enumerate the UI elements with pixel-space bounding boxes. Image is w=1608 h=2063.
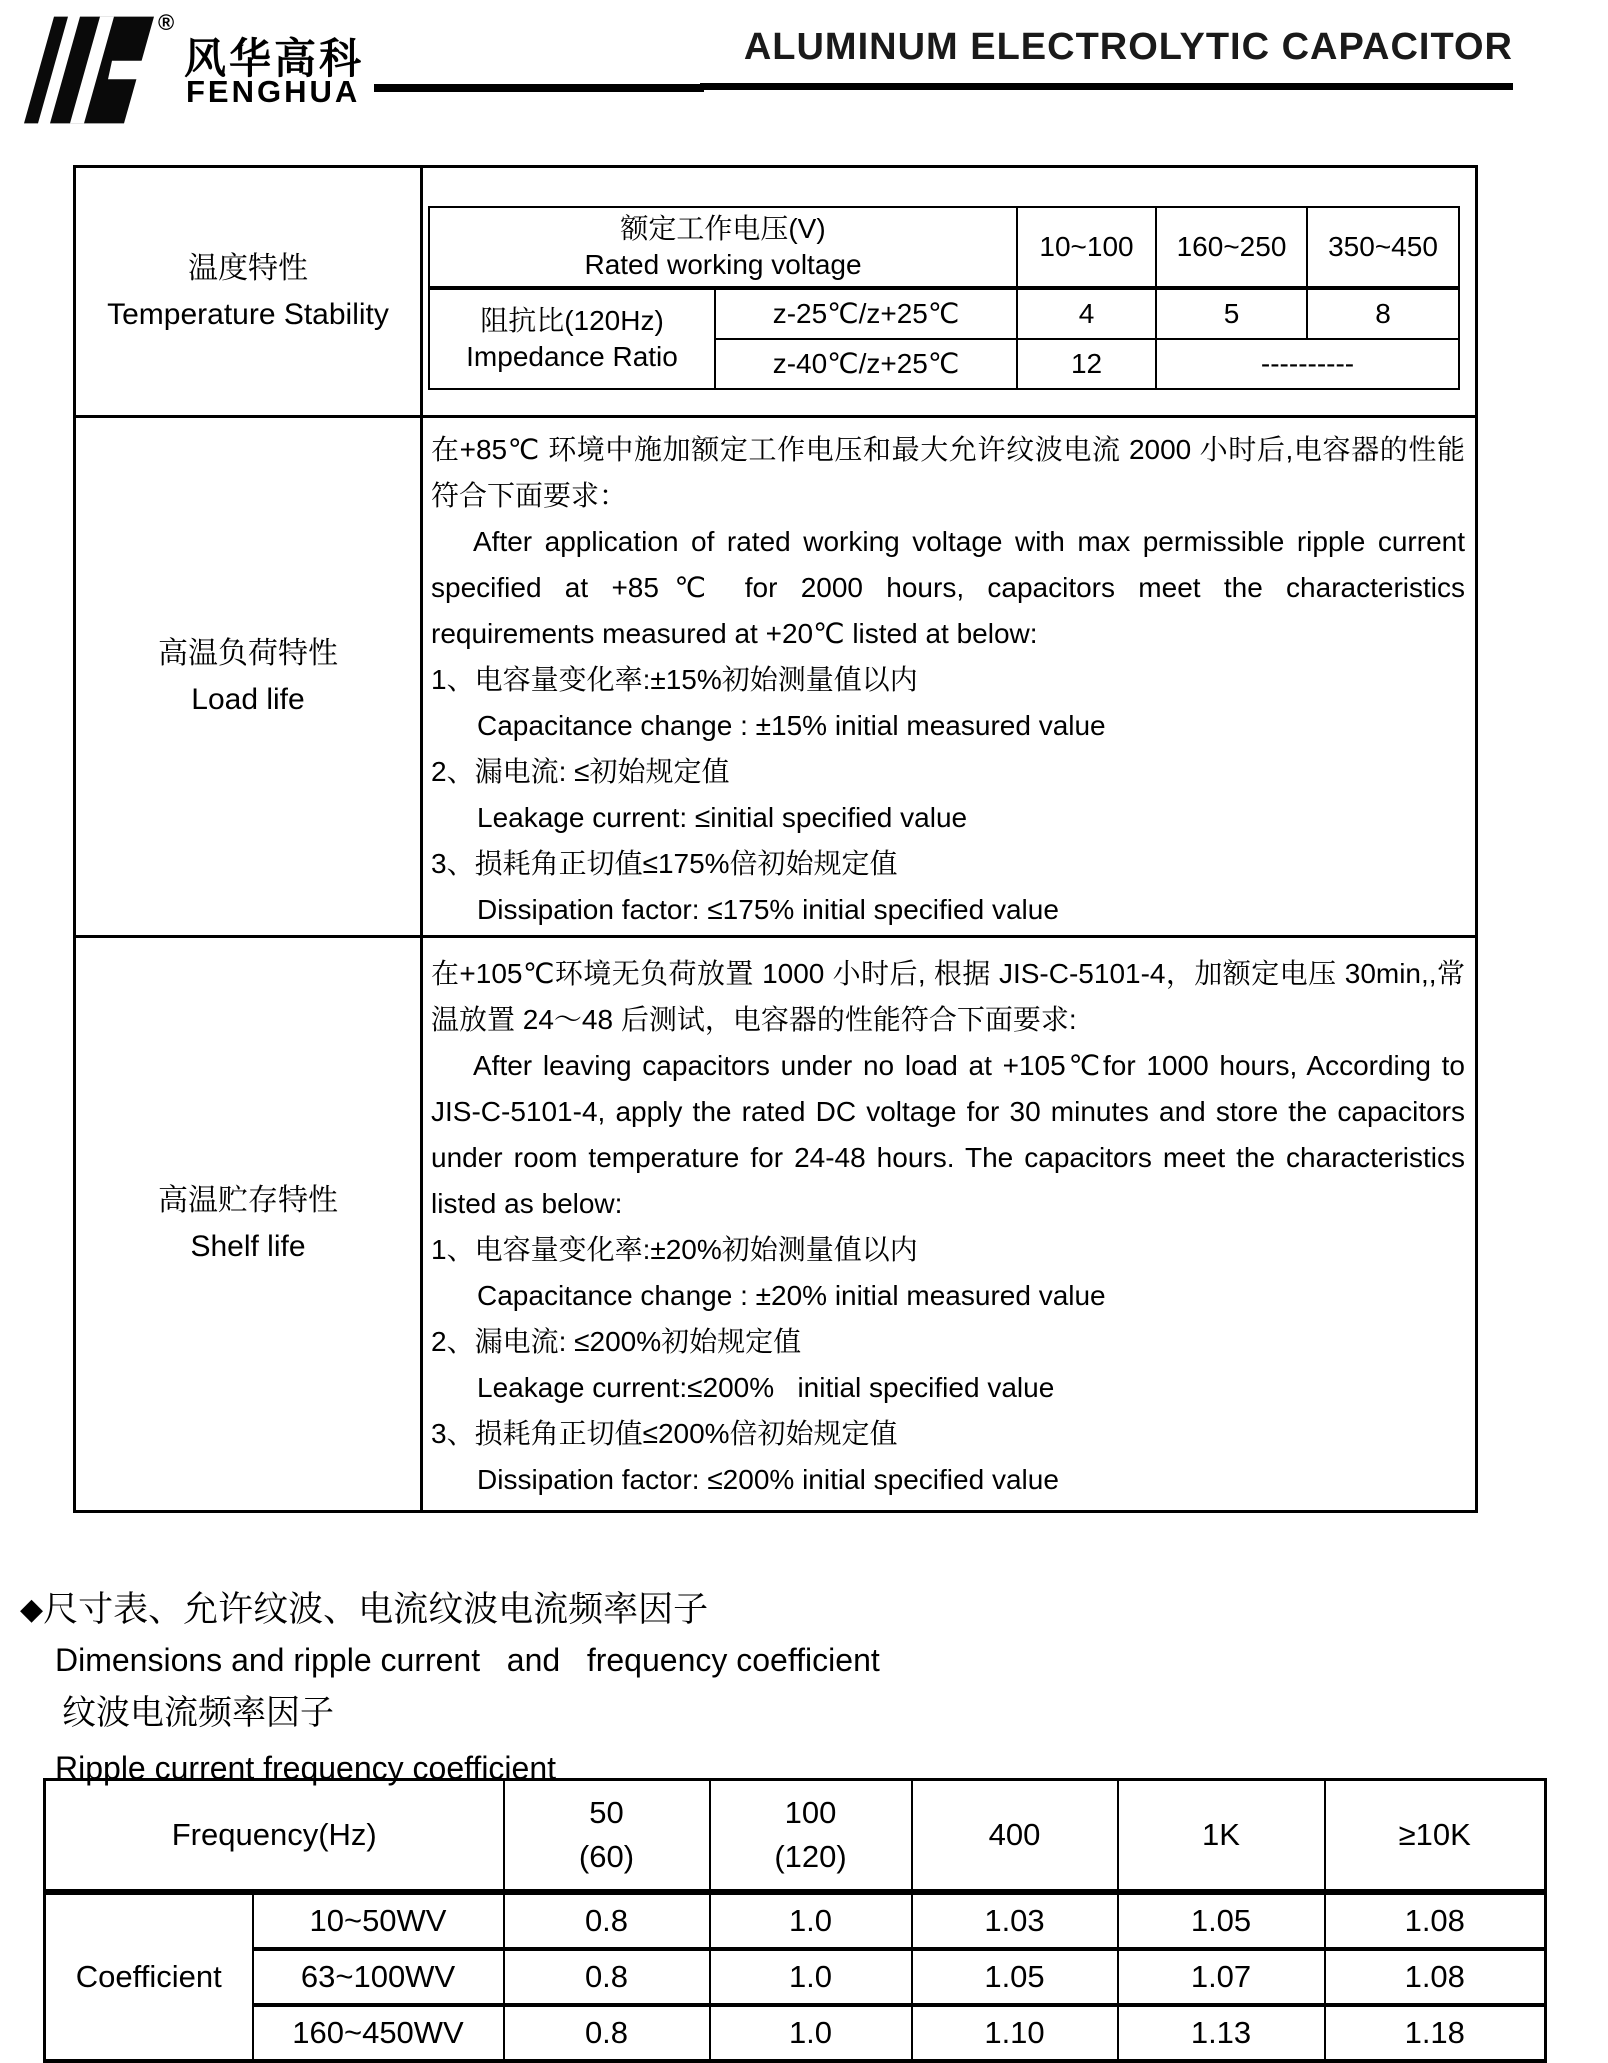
- coefficient-value-cell: 1.10: [912, 2005, 1118, 2061]
- frequency-header-cell: Frequency(Hz): [45, 1780, 504, 1893]
- impedance-ratio-table: [428, 206, 1460, 390]
- list-item-cn: 1、电容量变化率:±20%初始测量值以内: [431, 1234, 918, 1265]
- freq-col-line1: 50: [589, 1795, 624, 1830]
- table-row: [429, 288, 1459, 339]
- row-label-en: Shelf life: [190, 1230, 306, 1263]
- coefficient-value-cell: 0.8: [504, 1949, 710, 2005]
- table-row: [45, 1949, 1546, 2005]
- coefficient-value-cell: 1.07: [1118, 1949, 1325, 2005]
- table-row: [429, 207, 1459, 288]
- voltage-header-en: Rated working voltage: [584, 248, 862, 280]
- row-content-cell: [422, 417, 1477, 937]
- dimensions-section-heading: [20, 1586, 880, 1796]
- row-content-cell: [422, 937, 1477, 1512]
- value-cell: 5: [1156, 288, 1307, 339]
- logo-text-en: FENGHUA: [186, 74, 361, 109]
- impedance-dash-cell: ----------: [1156, 339, 1459, 389]
- diamond-bullet-icon: ◆: [20, 1593, 44, 1626]
- frequency-col-cell: [710, 1780, 912, 1893]
- impedance-label-en: Impedance Ratio: [466, 340, 678, 372]
- load-life-paragraph-en: After application of rated working voltage with max permissible ripple current specified at +85℃ for 2000 hours, capacitors meet the characteristics requirements measured at +20℃ listed at below:: [431, 525, 1465, 649]
- wv-range-cell: 10~50WV: [253, 1892, 504, 1949]
- frequency-col-cell: [1325, 1780, 1546, 1893]
- value-cell: 12: [1017, 339, 1156, 389]
- page-title: ALUMINUM ELECTROLYTIC CAPACITOR: [743, 26, 1513, 68]
- coefficient-label-cell: Coefficient: [45, 1892, 253, 2061]
- table-row: [75, 417, 1477, 937]
- shelf-life-paragraph-en: After leaving capacitors under no load at +105℃for 1000 hours, According to JIS-C-5101-4, apply the rated DC voltage for 30 minutes and store the capacitors under room temperature for 24-48 hours. The capacitors meet the characteristics listed as below:: [431, 1050, 1465, 1219]
- coefficient-value-cell: 1.0: [710, 1892, 912, 1949]
- freq-col-line1: ≥10K: [1398, 1817, 1471, 1852]
- frequency-col-cell: [504, 1780, 710, 1893]
- list-item-cn: 1、电容量变化率:±15%初始测量值以内: [431, 663, 918, 695]
- table-row: [45, 1780, 1546, 1893]
- list-item-cn: 3、损耗角正切值≤200%倍初始规定值: [431, 1418, 898, 1449]
- voltage-header-cn: 额定工作电压(V): [620, 212, 826, 244]
- list-item-en: Dissipation factor: ≤200% initial specified value: [477, 1464, 1059, 1495]
- title-underline: [374, 84, 704, 92]
- list-item-cn: 2、漏电流: ≤200%初始规定值: [431, 1326, 802, 1357]
- title-underline: [700, 83, 1513, 90]
- condition-cell: z-40℃/z+25℃: [715, 339, 1017, 389]
- coefficient-value-cell: 1.18: [1325, 2005, 1546, 2061]
- section-subheading-en: Ripple current frequency coefficient: [55, 1750, 557, 1786]
- row-label-en: Temperature Stability: [107, 297, 389, 331]
- freq-col-line1: 1K: [1202, 1817, 1240, 1852]
- row-label-cn: 温度特性: [188, 251, 308, 285]
- row-label-cell: [75, 167, 422, 417]
- coefficient-value-cell: 1.08: [1325, 1892, 1546, 1949]
- section-heading-en: Dimensions and ripple current and frequency coefficient: [55, 1642, 880, 1678]
- impedance-label-cell: [429, 288, 715, 389]
- row-content-cell: [422, 167, 1477, 417]
- list-item-en: Leakage current: ≤initial specified value: [477, 801, 968, 833]
- value-cell: 8: [1307, 288, 1459, 339]
- freq-col-line1: 400: [988, 1817, 1041, 1852]
- value-cell: 4: [1017, 288, 1156, 339]
- coefficient-value-cell: 1.05: [1118, 1892, 1325, 1949]
- list-item-en: Dissipation factor: ≤175% initial specified value: [477, 893, 1059, 925]
- shelf-life-paragraph-cn: 在+105℃环境无负荷放置 1000 小时后, 根据 JIS-C-5101-4，加额定电压 30min,,常温放置 24～48 后测试，电容器的性能符合下面要求:: [431, 958, 1465, 1035]
- list-item-cn: 2、漏电流: ≤初始规定值: [431, 755, 730, 787]
- freq-col-line2: (120): [774, 1839, 847, 1874]
- condition-cell: z-25℃/z+25℃: [715, 288, 1017, 339]
- coefficient-value-cell: 0.8: [504, 2005, 710, 2061]
- freq-col-line1: 100: [784, 1795, 837, 1830]
- freq-col-line2: (60): [578, 1839, 635, 1874]
- coefficient-value-cell: 1.0: [710, 2005, 912, 2061]
- row-label-cell: [75, 937, 422, 1512]
- coefficient-value-cell: 1.03: [912, 1892, 1118, 1949]
- frequency-col-cell: [912, 1780, 1118, 1893]
- registered-trademark-icon: ®: [158, 10, 175, 35]
- wv-range-cell: 63~100WV: [253, 1949, 504, 2005]
- coefficient-value-cell: 1.0: [710, 1949, 912, 2005]
- impedance-label-cn: 阻抗比(120Hz): [480, 304, 664, 336]
- wv-range-cell: 160~450WV: [253, 2005, 504, 2061]
- section-heading-cn: [20, 1586, 880, 1634]
- frequency-col-cell: [1118, 1780, 1325, 1893]
- coefficient-value-cell: 1.13: [1118, 2005, 1325, 2061]
- section-heading-cn-text: 尺寸表、允许纹波、电流纹波电流频率因子: [43, 1590, 709, 1629]
- voltage-range-cell: 160~250: [1156, 207, 1307, 288]
- characteristics-table: [73, 165, 1478, 1513]
- voltage-header-cell: [429, 207, 1017, 288]
- row-label-cell: [75, 417, 422, 937]
- frequency-coefficient-table: [43, 1778, 1547, 2063]
- fenghua-logo-icon: [24, 12, 156, 128]
- coefficient-value-cell: 1.08: [1325, 1949, 1546, 2005]
- coefficient-value-cell: 0.8: [504, 1892, 710, 1949]
- list-item-cn: 3、损耗角正切值≤175%倍初始规定值: [431, 847, 898, 879]
- table-row: [45, 1892, 1546, 1949]
- row-label-cn: 高温负荷特性: [158, 636, 338, 670]
- voltage-range-cell: 350~450: [1307, 207, 1459, 288]
- voltage-range-cell: 10~100: [1017, 207, 1156, 288]
- load-life-paragraph-cn: 在+85℃ 环境中施加额定工作电压和最大允许纹波电流 2000 小时后,电容器的性能符合下面要求：: [431, 433, 1465, 511]
- list-item-en: Capacitance change : ±20% initial measured value: [477, 1280, 1106, 1311]
- table-row: [45, 2005, 1546, 2061]
- list-item-en: Leakage current:≤200% initial specified value: [477, 1372, 1055, 1403]
- list-item-en: Capacitance change : ±15% initial measured value: [477, 709, 1106, 741]
- row-label-cn: 高温贮存特性: [158, 1184, 338, 1217]
- coefficient-value-cell: 1.05: [912, 1949, 1118, 2005]
- table-row: [75, 167, 1477, 417]
- row-label-en: Load life: [191, 682, 305, 716]
- section-subheading-cn: 纹波电流频率因子: [62, 1694, 334, 1732]
- logo-text-cn: 风华高科: [184, 35, 365, 82]
- table-row: [75, 937, 1477, 1512]
